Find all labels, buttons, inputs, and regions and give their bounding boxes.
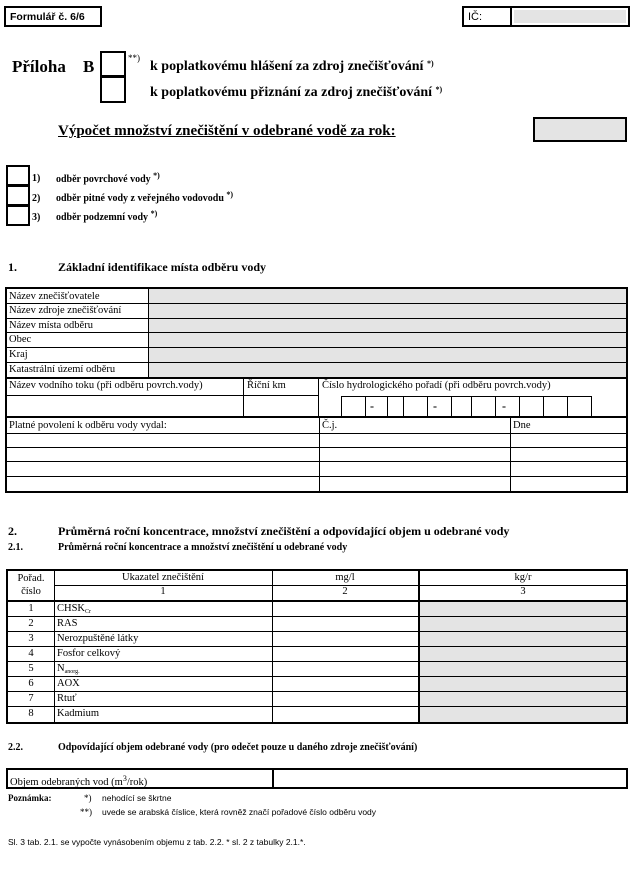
section2-num: 2.	[8, 524, 17, 538]
kgr-field[interactable]	[422, 662, 624, 675]
col-header-mgl: mg/l	[335, 572, 355, 583]
row-number: 5	[28, 663, 34, 674]
cj-label: Č.j.	[322, 420, 338, 431]
row-indicator: Fosfor celkový	[57, 648, 121, 659]
source-num-1: 1)	[32, 173, 41, 184]
hydro-number-field[interactable]	[319, 396, 626, 416]
date-label: Dne	[513, 420, 531, 431]
form-number-box	[4, 6, 102, 27]
source-checkbox-1[interactable]	[6, 165, 30, 186]
row-number: 4	[28, 648, 34, 659]
cj-field[interactable]	[321, 434, 509, 490]
section2-2-num: 2.2.	[8, 742, 23, 753]
row-number: 8	[28, 708, 34, 719]
source-label-1: odběr povrchové vody *)	[56, 171, 160, 185]
row-indicator: Kadmium	[57, 708, 99, 719]
col-number-1: 1	[160, 586, 166, 597]
row-number: 3	[28, 633, 34, 644]
ic-field[interactable]	[514, 10, 626, 23]
volume-label: Objem odebraných vod $(m^3/rok)$	[10, 774, 148, 788]
priloha-line-1: k poplatkovému hlášení za zdroj znečišťování *)	[150, 59, 434, 74]
row-indicator: AOX	[57, 678, 80, 689]
note-label: Poznámka:	[8, 793, 52, 803]
field-cadastre[interactable]	[150, 363, 624, 375]
priloha-mark: **)	[128, 53, 140, 63]
priloha-checkbox-1[interactable]	[100, 51, 126, 77]
ic-box	[462, 6, 630, 27]
source-num-2: 2)	[32, 193, 41, 204]
source-checkbox-3[interactable]	[6, 205, 30, 226]
volume-field[interactable]	[275, 771, 625, 786]
field-source[interactable]	[150, 305, 624, 317]
hydro-dash-2: -	[433, 399, 437, 413]
field-polluter[interactable]	[150, 290, 624, 302]
kgr-field[interactable]	[422, 632, 624, 645]
permit-label: Platné povolení k odběru vody vydal:	[9, 420, 167, 431]
section2-title: Průměrná roční koncentrace, množství znečištění a odpovídající objem u odebrané vody	[58, 524, 510, 538]
row-label-cadastre: Katastrální území odběru	[9, 364, 116, 375]
col-header-order-1: Pořad.	[17, 573, 45, 584]
col-header-kgr: kg/r	[514, 572, 532, 583]
row-label-municipality: Obec	[9, 334, 32, 345]
section2-1-num: 2.1.	[8, 542, 23, 553]
year-field[interactable]	[533, 117, 627, 142]
mgl-field[interactable]	[274, 617, 416, 630]
source-label-2: odběr pitné vody z veřejného vodovodu *)	[56, 190, 234, 204]
field-municipality[interactable]	[150, 334, 624, 346]
row-indicator: RAS	[57, 618, 78, 629]
note-2-mark: **)	[80, 807, 92, 817]
date-field[interactable]	[512, 434, 625, 490]
identification-table	[5, 287, 628, 493]
row-number: 1	[28, 603, 34, 614]
col-header-indicator: Ukazatel znečištění	[122, 572, 204, 583]
section1-num: 1.	[8, 260, 17, 274]
row-label-site: Název místa odběru	[9, 320, 93, 331]
row-indicator: Rtuť	[57, 693, 77, 704]
kgr-field[interactable]	[422, 617, 624, 630]
mgl-field[interactable]	[274, 647, 416, 660]
field-region[interactable]	[150, 349, 624, 361]
col-number-2: 2	[342, 586, 348, 597]
kgr-field[interactable]	[422, 602, 624, 615]
note-1-text: nehodící se škrtne	[102, 793, 172, 803]
pollution-table	[6, 569, 628, 724]
section2-2-title: Odpovídající objem odebrané vody (pro odečet pouze u daného zdroje znečišťování)	[58, 742, 418, 753]
priloha-line-2: k poplatkovému přiznání za zdroj znečišťování *)	[150, 85, 443, 100]
river-km-label: Říční km	[247, 380, 286, 391]
mgl-field[interactable]	[274, 602, 416, 615]
row-indicator: $N_{anorg.}$	[57, 663, 80, 675]
volume-table	[6, 768, 628, 789]
hydro-dash-1: -	[370, 399, 374, 413]
row-indicator: $CHSK_{Cr}$	[57, 603, 92, 615]
ic-label: IČ:	[468, 11, 483, 23]
note-2-text: uvede se arabská číslice, která rovněž značí pořadové číslo odběru vody	[102, 807, 377, 817]
row-number: 7	[28, 693, 34, 704]
row-indicator: Nerozpuštěné látky	[57, 633, 139, 644]
priloha-label: Příloha	[12, 57, 66, 76]
calc-title: Výpočet množství znečištění v odebrané vodě za rok:	[58, 123, 396, 139]
river-field[interactable]	[8, 396, 242, 416]
col-number-3: 3	[520, 586, 526, 597]
hydro-label: Číslo hydrologického pořadí (při odběru povrch.vody)	[322, 380, 551, 391]
priloha-letter: B	[83, 57, 95, 76]
mgl-field[interactable]	[274, 632, 416, 645]
kgr-field[interactable]	[422, 647, 624, 660]
hydro-dash-3: -	[502, 399, 506, 413]
mgl-field[interactable]	[274, 662, 416, 675]
row-number: 2	[28, 618, 34, 629]
river-label: Název vodního toku (při odběru povrch.vody)	[9, 380, 203, 391]
note-1-mark: *)	[84, 793, 92, 803]
source-label-3: odběr podzemní vody *)	[56, 209, 158, 223]
row-label-source: Název zdroje znečišťování	[9, 305, 122, 316]
field-site[interactable]	[150, 319, 624, 331]
footer-note: Sl. 3 tab. 2.1. se vypočte vynásobením objemu z tab. 2.2. * sl. 2 z tabulky 2.1.*.	[8, 837, 306, 847]
col-header-order-2: číslo	[21, 586, 41, 597]
source-num-3: 3)	[32, 212, 41, 223]
section1-title: Základní identifikace místa odběru vody	[58, 260, 267, 274]
mgl-field[interactable]	[274, 692, 416, 705]
section2-1-title: Průměrná roční koncentrace a množství znečištění u odebrané vody	[58, 542, 348, 553]
kgr-field[interactable]	[422, 677, 624, 690]
row-label-region: Kraj	[9, 349, 28, 360]
form-number: Formulář č. 6/6	[10, 11, 85, 23]
mgl-field[interactable]	[274, 707, 416, 720]
mgl-field[interactable]	[274, 677, 416, 690]
row-label-polluter: Název znečišťovatele	[9, 291, 100, 302]
kgr-field[interactable]	[422, 707, 624, 720]
kgr-field[interactable]	[422, 692, 624, 705]
row-number: 6	[28, 678, 34, 689]
permit-field[interactable]	[8, 434, 318, 490]
priloha-checkbox-2[interactable]	[100, 76, 126, 103]
source-checkbox-2[interactable]	[6, 185, 30, 206]
river-km-field[interactable]	[245, 396, 317, 416]
